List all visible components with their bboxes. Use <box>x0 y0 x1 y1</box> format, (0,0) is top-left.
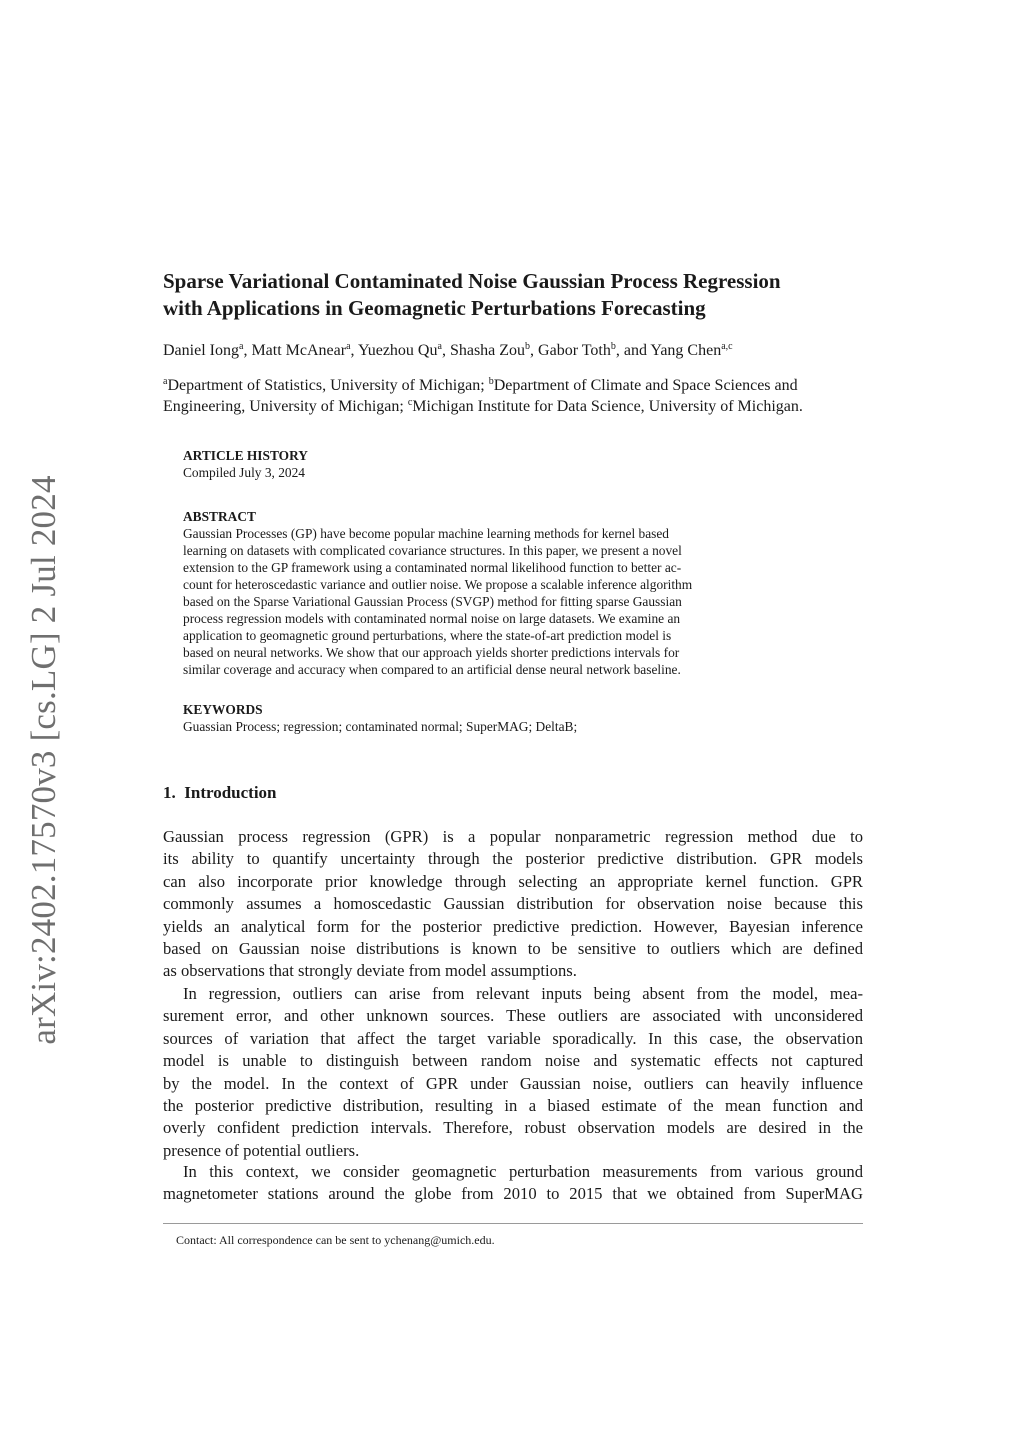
paragraph-line: can also incorporate prior knowledge through selecting an appropriate kernel function. GPR <box>163 871 863 891</box>
author-list <box>163 342 863 360</box>
footnote-contact: Contact: All correspondence can be sent to ychenang@umich.edu. <box>176 1233 495 1247</box>
abstract-line: process regression models with contaminated normal noise on large datasets. We examine an <box>183 611 681 626</box>
abstract-line: extension to the GP framework using a contaminated normal likelihood function to better ac- <box>183 560 682 575</box>
paragraph <box>163 1161 863 1206</box>
arxiv-identifier-stamp: arXiv:2402.17570v3 [cs.LG] 2 Jul 2024 <box>24 475 63 1045</box>
compiled-date: Compiled July 3, 2024 <box>183 465 306 480</box>
abstract-line: application to geomagnetic ground perturbations, where the state-of-art prediction model is <box>183 628 672 643</box>
paragraph-line: commonly assumes a homoscedastic Gaussian distribution for observation noise because this <box>163 894 863 914</box>
title-line-2: with Applications in Geomagnetic Perturbations Forecasting <box>163 296 706 320</box>
abstract <box>183 508 763 678</box>
paragraph-line: its ability to quantify uncertainty through the posterior predictive distribution. GPR models <box>163 849 863 869</box>
paragraph <box>163 826 863 983</box>
paragraph-line: overly confident prediction intervals. Therefore, robust observation models are desired in the <box>163 1118 863 1138</box>
paragraph-line: model is unable to distinguish between random noise and systematic effects not captured <box>163 1051 863 1071</box>
abstract-heading: ABSTRACT <box>183 509 256 524</box>
paragraph <box>163 983 863 1162</box>
paragraph-line: sources of variation that affect the target variable sporadically. In this case, the observation <box>163 1028 863 1048</box>
author: Shasha Zou$^b$, <box>449 341 539 359</box>
author: Yang Chen$^{a,c}$ <box>650 341 733 359</box>
paragraph-line: In regression, outliers can arise from relevant inputs being absent from the model, mea- <box>183 984 863 1003</box>
abstract-line: learning on datasets with complicated covariance structures. In this paper, we present a novel <box>183 543 682 558</box>
article-history-heading: ARTICLE HISTORY <box>183 448 308 463</box>
abstract-line: Gaussian Processes (GP) have become popular machine learning methods for kernel based <box>183 526 669 541</box>
article-history <box>183 447 763 481</box>
section-title: Introduction <box>184 783 277 802</box>
keywords-heading: KEYWORDS <box>183 702 263 717</box>
paragraph-line: magnetometer stations around the globe from 2010 to 2015 that we obtained from SuperMAG <box>163 1184 863 1204</box>
paragraph-line: by the model. In the context of GPR under Gaussian noise, outliers can heavily influence <box>163 1073 863 1093</box>
author: Yuezhou Qu$^a$, <box>357 341 450 359</box>
paragraph-line: the posterior predictive distribution, resulting in a biased estimate of the mean function and <box>163 1096 863 1116</box>
keywords-list: Guassian Process; regression; contaminated normal; SuperMAG; DeltaB; <box>183 719 578 734</box>
abstract-line: based on the Sparse Variational Gaussian Process (SVGP) method for fitting sparse Gaussian <box>183 594 682 609</box>
abstract-line: similar coverage and accuracy when compared to an artificial dense neural network baseline. <box>183 662 681 677</box>
paragraph-line: based on Gaussian noise distributions is known to be sensitive to outliers which are defined <box>163 939 863 959</box>
affiliation-line-2: Engineering, University of Michigan; $^c$Michigan Institute for Data Science, University of Michigan. <box>163 397 803 415</box>
author: Matt McAnear$^a$, <box>251 341 358 359</box>
title-line-1: Sparse Variational Contaminated Noise Gaussian Process Regression <box>163 269 781 293</box>
author: Gabor Toth$^b$, and <box>538 341 651 359</box>
author: Daniel Iong$^a$, <box>163 341 252 359</box>
affiliations <box>163 375 863 417</box>
paper-title <box>163 268 863 322</box>
section-number: 1. <box>163 783 176 802</box>
paragraph-line: Gaussian process regression (GPR) is a popular nonparametric regression method due to <box>163 827 863 846</box>
keywords <box>183 701 763 735</box>
footnote-divider <box>163 1223 863 1224</box>
abstract-line: based on neural networks. We show that our approach yields shorter predictions intervals for <box>183 645 680 660</box>
paragraph-line: surement error, and other unknown sources. These outliers are associated with unconsidered <box>163 1006 863 1026</box>
affiliation-line-1: $^a$Department of Statistics, University of Michigan; $^b$Department of Climate and Space Sciences and <box>163 376 798 394</box>
paragraph-line: presence of potential outliers. <box>163 1140 360 1160</box>
section-heading-introduction <box>163 783 277 803</box>
paragraph-line: In this context, we consider geomagnetic perturbation measurements from various ground <box>183 1162 863 1181</box>
paragraph-line: yields an analytical form for the posterior predictive prediction. However, Bayesian inference <box>163 916 863 936</box>
paragraph-line: as observations that strongly deviate from model assumptions. <box>163 961 577 981</box>
abstract-line: count for heteroscedastic variance and outlier noise. We propose a scalable inference algorithm <box>183 577 693 592</box>
